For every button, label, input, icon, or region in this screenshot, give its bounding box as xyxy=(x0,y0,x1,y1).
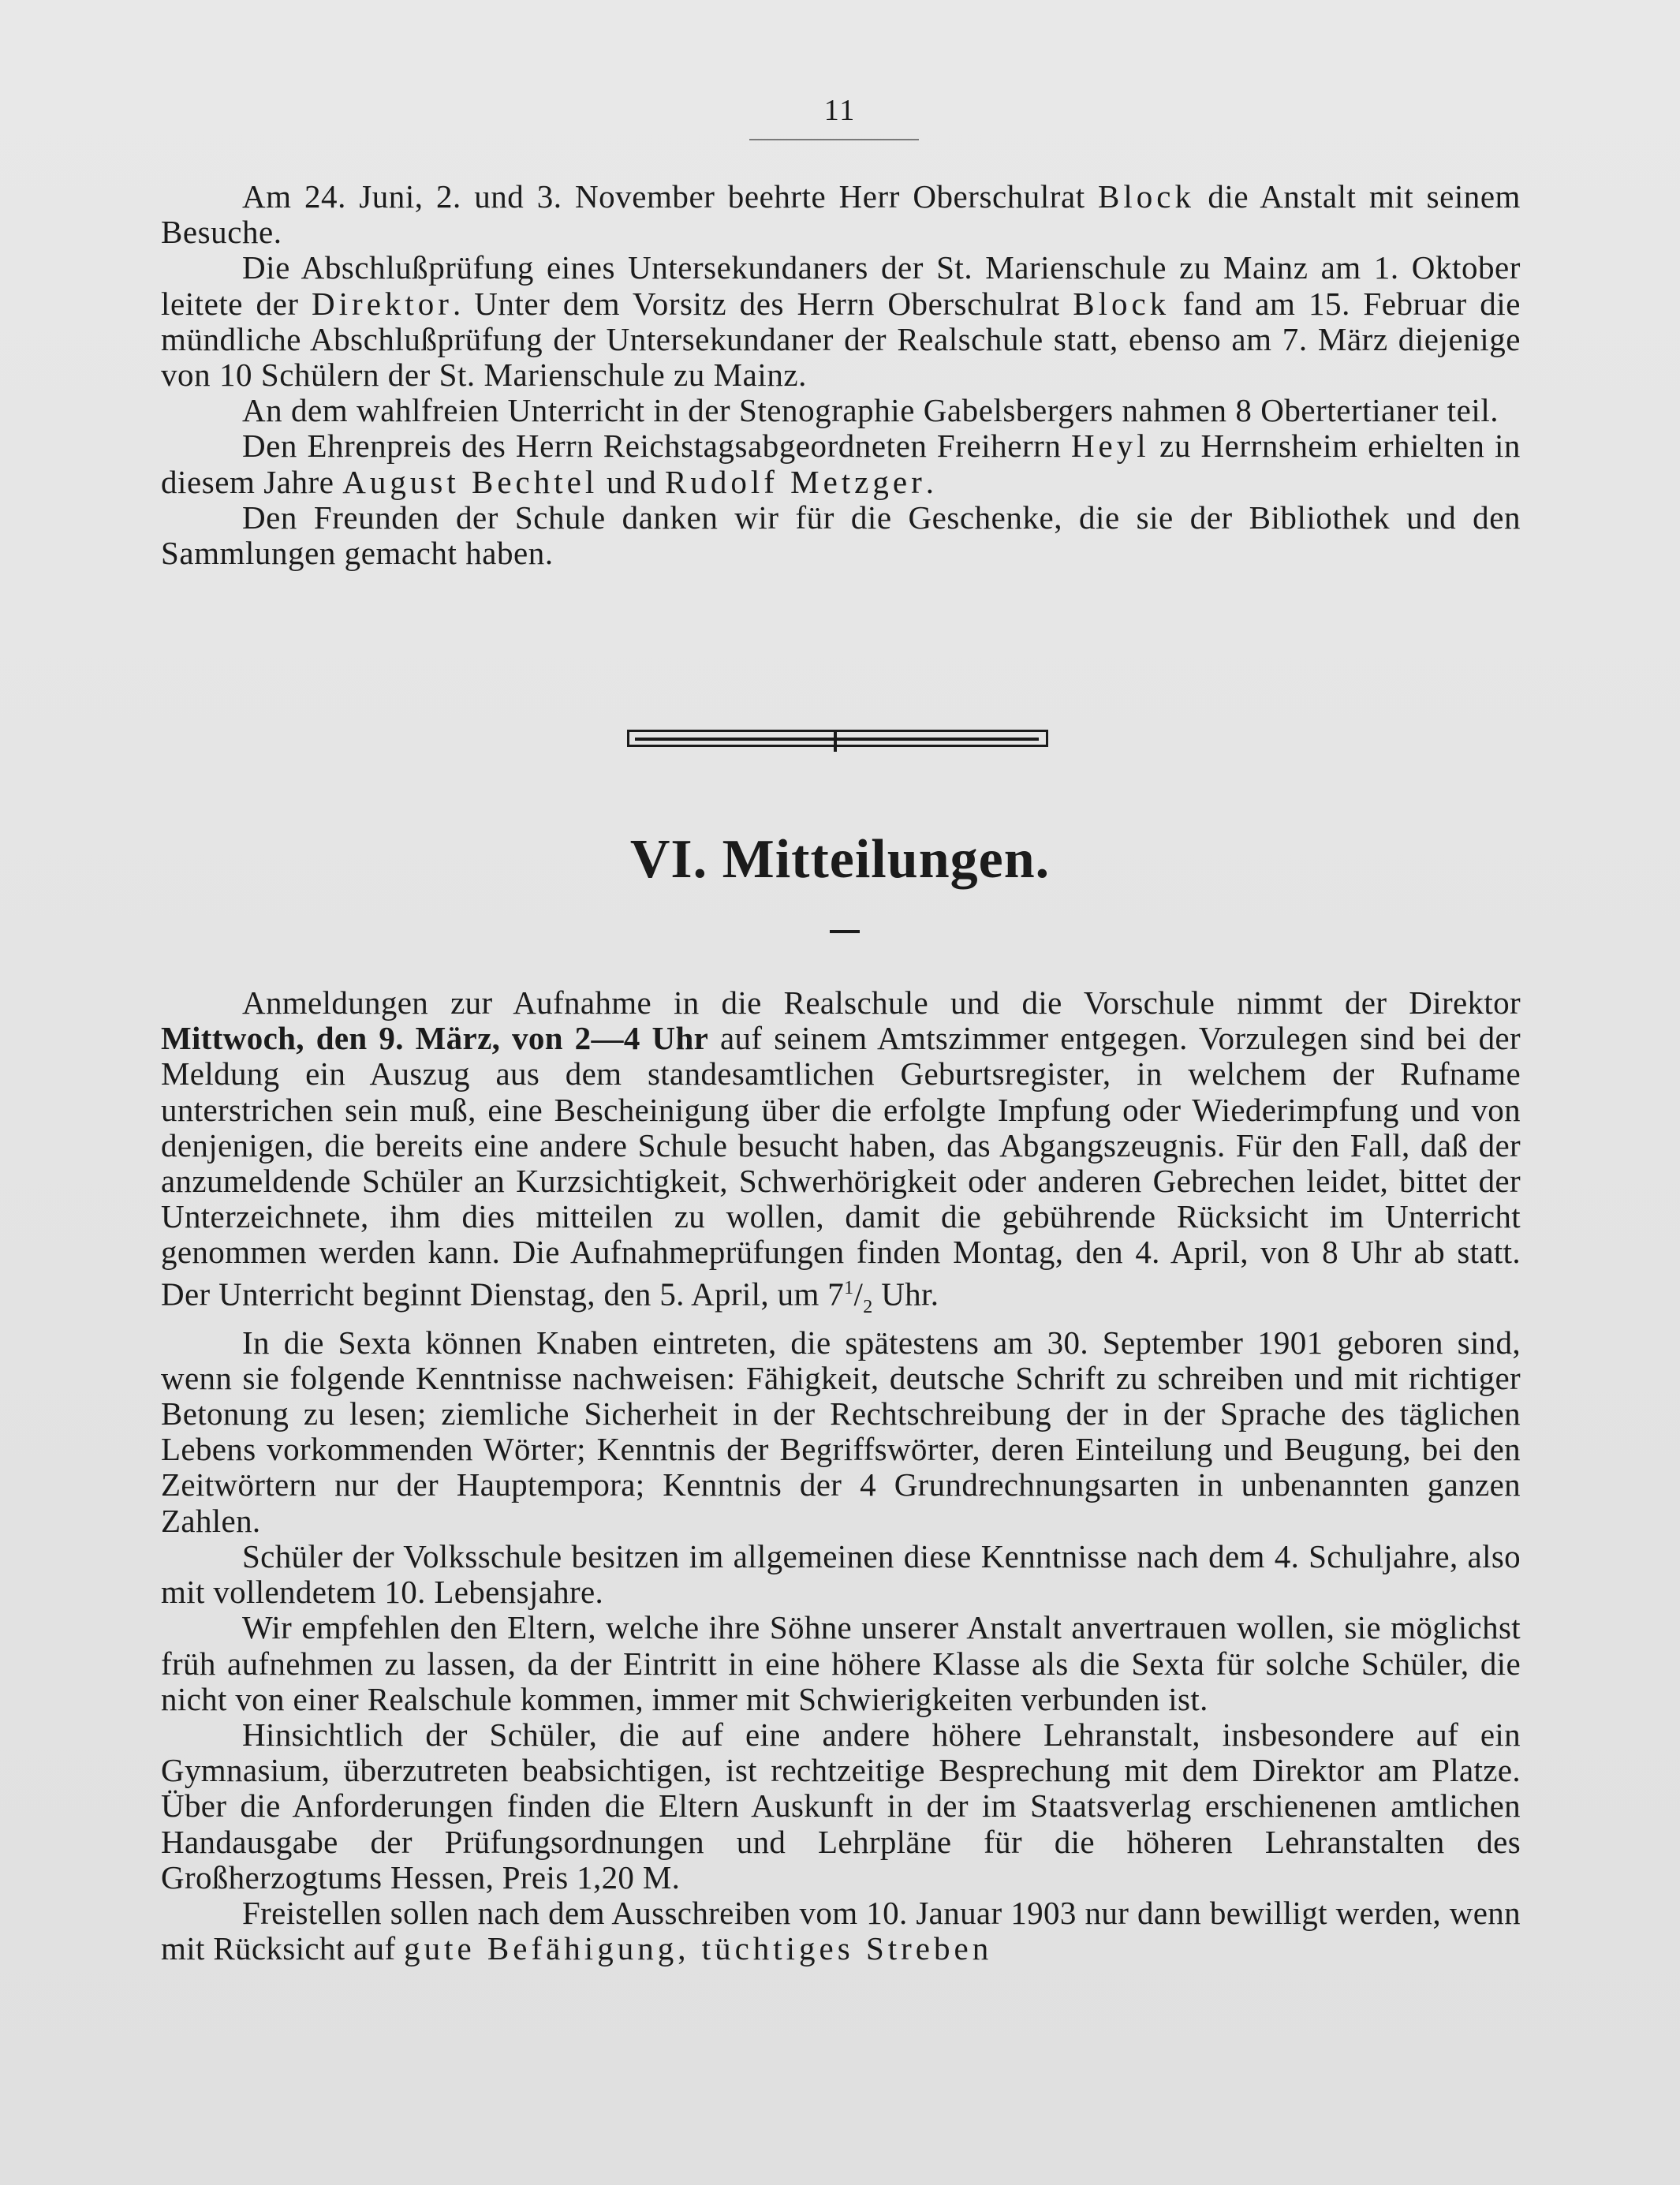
spaced-name: Heyl xyxy=(1070,428,1150,465)
fraction-denominator: 2 xyxy=(863,1296,873,1317)
spaced-name: Direktor xyxy=(312,285,453,322)
text-run: zu Herrnsheim erhielten in diesem Jahre xyxy=(161,428,1521,500)
text-run: Uhr. xyxy=(872,1276,939,1313)
section-heading: VI. Mitteilungen. xyxy=(629,829,1051,890)
bold-date: Mittwoch, den 9. März, von 2—4 Uhr xyxy=(161,1020,709,1057)
paragraph-exams xyxy=(161,250,1521,393)
text-run: fand am 15. Februar die mündliche Abschlußprüfung der Untersekundaner der Realschule statt, ebenso am 7. März diejenige von 10 Schülern der St. Marienschule zu Mainz. xyxy=(161,285,1521,394)
paragraph-registration: Anmeldungen zur Aufnahme in die Realschule und die Vorschule nimmt der Direktor Mittwoch, den 9. März, von 2—4 Uhr auf seinem Amtszimmer entgegen. Vorzulegen sind bei der Meldung ein Auszug aus dem standesamtlichen Geburtsregister, in welchem der Rufname unterstrichen sein muß, eine Bescheinigung über die erfolgte Impfung oder Wiederimpfung und von denjenigen, die bereits eine andere Schule besucht haben, das Abgangszeugnis. Für den Fall, daß der anzumeldende Schüler an Kurzsichtigkeit, Schwerhörigkeit oder anderen Gebrechen leidet, bittet der Unterzeichnete, ihm dies mitteilen zu wollen, damit die gebührende Rücksicht im Unterricht genommen werden kann. Die Aufnahmeprüfungen finden Montag, den 4. April, von 8 Uhr ab statt. Der Unterricht beginnt Dienstag, den 5. April, um $7^1/_2$ Uhr. xyxy=(161,984,1521,1317)
time-whole: 7 xyxy=(827,1276,845,1313)
paragraph-transfer: Hinsichtlich der Schüler, die auf eine andere höhere Lehranstalt, insbesondere auf ein Gymnasium, überzutreten beabsichtigen, ist rechtzeitige Besprechung mit dem Direktor am Platze. Über die Anforderungen finden die Eltern Auskunft in der im Staatsverlag erschienenen amtlichen Handausgabe der Prüfungsordnungen und Lehrpläne für die höheren Lehranstalten des Großherzogtums Hessen, Preis 1,20 M. xyxy=(161,1716,1521,1896)
spaced-name: August Bechtel xyxy=(342,463,599,500)
paragraph-prize xyxy=(161,428,1521,499)
spaced-text: gute Befähigung, tüchtiges Streben xyxy=(404,1930,993,1967)
page-number: 11 xyxy=(823,94,857,127)
text-run: . xyxy=(925,463,935,500)
paragraph-volksschule: Schüler der Volksschule besitzen im allgemeinen diese Kenntnisse nach dem 4. Schuljahre, also mit vollendetem 10. Lebensjahre. xyxy=(161,1537,1521,1611)
spaced-name: Rudolf Metzger xyxy=(664,463,926,500)
text-run: . Unter dem Vorsitz des Herrn Oberschulrat xyxy=(452,285,1073,322)
text-run: Freistellen sollen nach dem Ausschreiben vom 10. Januar 1903 nur dann bewilligt werden, wenn mit Rücksicht auf xyxy=(161,1894,1521,1967)
text-run: und xyxy=(598,463,665,500)
paragraph-thanks: Den Freunden der Schule danken wir für die Geschenke, die sie der Bibliothek und den Sammlungen gemacht haben. xyxy=(161,499,1521,572)
ornament-center-notch xyxy=(834,730,837,752)
section-divider-ornament xyxy=(627,730,1047,749)
fraction-numerator: 1 xyxy=(844,1277,854,1298)
spaced-name: Block xyxy=(1098,178,1195,215)
text-run: die Anstalt mit seinem Besuche. xyxy=(161,178,1521,251)
section-2-text xyxy=(161,985,1521,1966)
text-run: Den Ehrenpreis des Herrn Reichstagsabgeordneten Freiherrn xyxy=(242,428,1071,465)
section-1-text xyxy=(161,179,1521,571)
paragraph-recommendation: Wir empfehlen den Eltern, welche ihre Söhne unserer Anstalt anvertrauen wollen, sie möglichst früh aufnehmen zu lassen, da der Eintritt in eine höhere Klasse als die Sexta für solche Schüler, die nicht von einer Realschule kommen, immer mit Schwierigkeiten verbunden ist. xyxy=(161,1609,1521,1717)
paragraph-sexta: In die Sexta können Knaben eintreten, die spätestens am 30. September 1901 geboren sind, wenn sie folgende Kenntnisse nachweisen: Fähigkeit, deutsche Schrift zu schreiben und mit richtiger Betonung zu lesen; ziemliche Sicherheit in der Rechtschreibung der in der Sprache des täglichen Lebens vorkommenden Wörter; Kenntnis der Begriffswörter, deren Einteilung und Beugung, bei den Zeitwörtern nur der Hauptempora; Kenntnis der 4 Grundrechnungsarten in unbenannten ganzen Zahlen. xyxy=(161,1324,1521,1539)
paragraph-stenography: An dem wahlfreien Unterricht in der Stenographie Gabelsbergers nahmen 8 Obertertianer teil. xyxy=(242,392,1499,429)
page-number-rule xyxy=(749,139,919,140)
text-run: Am 24. Juni, 2. und 3. November beehrte Herr Oberschulrat xyxy=(242,178,1099,215)
spaced-name: Block xyxy=(1073,285,1170,322)
heading-dash xyxy=(830,930,860,933)
paragraph-freistellen xyxy=(161,1896,1521,1966)
text-run: Die Abschlußprüfung eines Untersekundaners der St. Marienschule zu Mainz am 1. Oktober leitete der xyxy=(161,249,1521,322)
text-run: auf seinem Amtszimmer entgegen. Vorzulegen sind bei der Meldung ein Auszug aus dem standesamtlichen Geburtsregister, in welchem der Rufname unterstrichen sein muß, eine Bescheinigung über die erfolgte Impfung oder Wiederimpfung und von denjenigen, die bereits eine andere Schule besucht haben, das Abgangszeugnis. Für den Fall, daß der anzumeldende Schüler an Kurzsichtigkeit, Schwerhörigkeit oder anderen Gebrechen leidet, bittet der Unterzeichnete, ihm dies mitteilen zu wollen, damit die gebührende Rücksicht im Unterricht genommen werden kann. Die Aufnahmeprüfungen finden Montag, den 4. April, von 8 Uhr ab statt. Der Unterricht beginnt Dienstag, den 5. April, um xyxy=(161,1020,1521,1313)
ornament-inner-line xyxy=(635,738,1039,741)
paragraph-visit xyxy=(161,179,1521,250)
text-run: Anmeldungen zur Aufnahme in die Realschule und die Vorschule nimmt der Direktor xyxy=(242,984,1521,1021)
